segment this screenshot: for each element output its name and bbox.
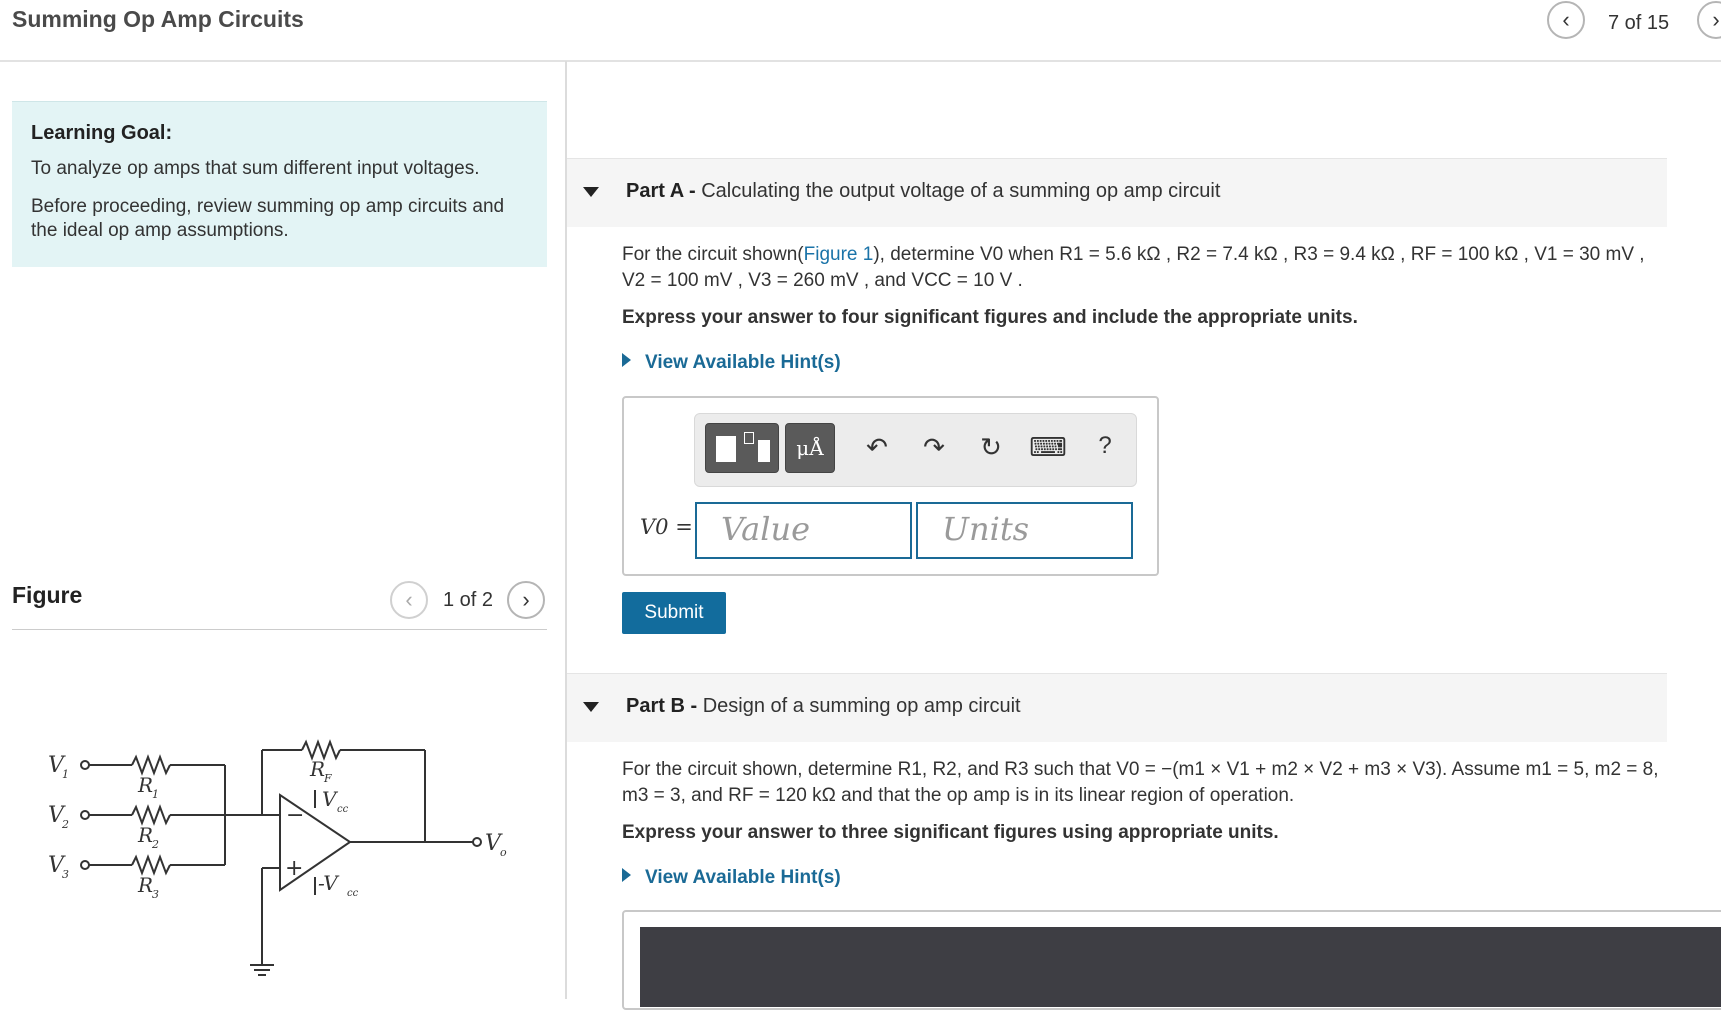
prev-item-button[interactable] [1547,1,1585,39]
v2-label: V [48,803,64,828]
template-icon-bar [758,440,770,462]
part-a-title [626,180,1220,203]
inverting-input-sign: − [286,803,305,828]
math-toolbar [694,413,1137,487]
v3-subscript: 3 [62,868,69,881]
vo-label: V [485,831,501,856]
vcc-positive-subscript: cc [337,804,349,815]
part-a-instruction: Express your answer to four significant figures and include the appropriate units. [622,307,1358,328]
hint-label: View Available Hint(s) [645,867,841,888]
r2-subscript: 2 [152,838,159,851]
part-a-label: Part A - [626,180,696,202]
r3-subscript: 3 [152,888,159,901]
noninverting-input-sign: + [285,856,304,881]
learning-goal-review-text: Before proceeding, review summing op amp circuits and the ideal op amp assumptions. [31,196,505,241]
chevron-right-icon: › [1712,7,1720,32]
part-b-title [626,695,1021,718]
vo-subscript: o [500,846,507,859]
expand-triangle-icon [622,868,631,882]
chevron-left-icon: ‹ [1562,7,1570,32]
chevron-left-icon: ‹ [405,587,413,612]
part-b-question: For the circuit shown, determine R1, R2, and R3 such that V0 = −(m1 × V1 + m2 × V2 + m3 × V3). Assume m1 = 5, m2 = 8, m3 = 3, and RF = 120 kΩ and that the op amp is in its linear region of operation. [622,759,1659,806]
redo-icon[interactable]: ↷ [923,432,945,462]
vcc-positive-label: V [322,787,337,811]
question-text: ), determine V0 when R1 = 5.6 kΩ , R2 = 7.4 kΩ , R3 = 9.4 kΩ , RF = 100 kΩ , V1 = 30 mV , V2 = 100 mV , V3 = 260 mV , and VCC = 10 V . [622,244,1645,291]
r1-label: R [138,773,154,797]
next-item-button[interactable] [1697,1,1721,39]
v3-label: V [48,853,64,878]
vcc-negative-label: -V [318,871,338,895]
learning-goal-panel [12,101,547,267]
r2-label: R [138,823,154,847]
top-bar [0,0,1721,62]
part-a-header[interactable] [567,158,1667,227]
part-a-title-text: Calculating the output voltage of a summing op amp circuit [701,180,1221,202]
figure-prev-button[interactable] [390,581,428,619]
expand-triangle-icon [622,353,631,367]
units-input[interactable]: Units [916,502,1133,559]
collapse-triangle-icon [583,702,599,712]
chevron-right-icon: › [522,587,530,612]
part-b-title-text: Design of a summing op amp circuit [702,695,1021,717]
answer-box [622,396,1159,576]
v1-subscript: 1 [62,768,69,781]
r1-subscript: 1 [152,788,159,801]
part-b-header[interactable] [567,673,1667,742]
rf-label: R [310,757,326,781]
part-b-label: Part B - [626,695,698,717]
hint-label: View Available Hint(s) [645,352,841,373]
template-icon [716,436,736,462]
question-prefix: For the circuit shown( [622,244,804,265]
reset-icon[interactable]: ↻ [980,432,1002,462]
help-button[interactable]: ? [1098,432,1112,459]
part-b-hint-link[interactable] [622,867,841,889]
figure-1-link[interactable]: Figure 1 [803,244,874,265]
summing-op-amp-circuit-diagram [40,720,540,990]
part-a-hint-link[interactable] [622,352,841,374]
item-counter: 7 of 15 [1608,12,1670,34]
learning-goal-text: To analyze op amps that sum different input voltages. [31,158,480,179]
template-icon-box [744,432,754,444]
r3-label: R [138,873,154,897]
answer-label: V0 = [640,515,693,539]
undo-icon[interactable]: ↶ [866,432,888,462]
units-button[interactable]: μÅ [785,423,835,473]
v2-subscript: 2 [62,818,69,831]
rf-subscript: F [324,772,332,785]
value-input[interactable]: Value [695,502,912,559]
part-a-question [622,242,1667,294]
figure-counter: 1 of 2 [443,589,494,611]
template-button[interactable] [705,423,779,473]
part-b-instruction: Express your answer to three significant figures using appropriate units. [622,822,1279,843]
figure-next-button[interactable] [507,581,545,619]
collapse-triangle-icon [583,187,599,197]
keyboard-icon[interactable]: ⌨ [1029,432,1067,462]
submit-button[interactable]: Submit [622,592,726,634]
figure-divider [12,629,547,630]
vcc-negative-subscript: cc [347,888,359,899]
v1-label: V [48,753,64,778]
part-b-toolbar [640,927,1721,1007]
learning-goal-heading: Learning Goal: [31,122,173,144]
figure-title: Figure [12,582,83,608]
page-title: Summing Op Amp Circuits [12,6,304,32]
